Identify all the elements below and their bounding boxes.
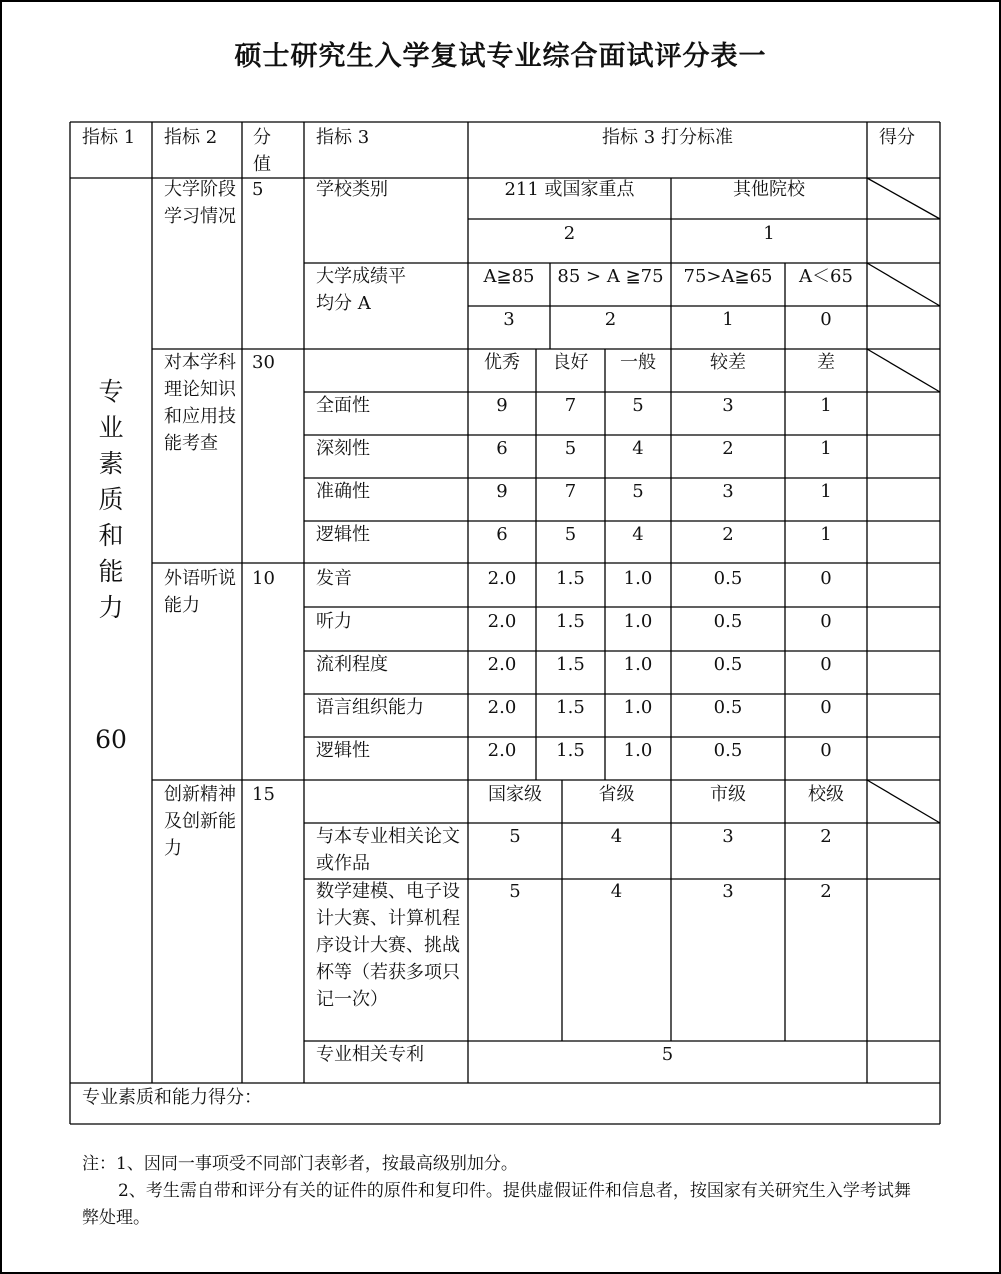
s3-cell: 0 — [820, 697, 832, 718]
s3-cell: 0 — [820, 654, 832, 675]
s3-cell: 0.5 — [713, 611, 743, 632]
s1-school-value-1: 2 — [563, 223, 576, 244]
s2-cell: 3 — [722, 481, 734, 502]
s3-cell: 1.0 — [623, 697, 653, 718]
s2-cell: 6 — [496, 524, 508, 545]
s3-cell: 1.5 — [556, 568, 585, 589]
s2-row-label: 逻辑性 — [316, 524, 370, 545]
category-name: 专业素质和能力 — [98, 377, 124, 622]
s1-gpa-value-1: 3 — [503, 309, 515, 330]
s2-cell: 5 — [564, 438, 577, 459]
s3-row-label: 流利程度 — [316, 654, 388, 675]
s3-row-label: 听力 — [316, 611, 352, 632]
s2-cell: 5 — [632, 481, 644, 502]
s1-gpa-band-2: 85 > A ≧75 — [557, 266, 664, 287]
s2-cell: 9 — [496, 481, 508, 502]
s4-cell: 3 — [722, 881, 734, 902]
s2-score: 30 — [252, 352, 275, 373]
s1-gpa-band-1: A≧85 — [483, 266, 535, 287]
s4-cell: 4 — [610, 881, 623, 902]
s3-cell: 0 — [820, 611, 832, 632]
header-standard: 指标 3 打分标准 — [602, 127, 733, 148]
s2-cell: 1 — [820, 524, 832, 545]
s2-row-label: 深刻性 — [316, 438, 370, 459]
s2-cell: 2 — [722, 524, 734, 545]
s2-level-header-5: 差 — [817, 352, 835, 373]
s4-level-header-1: 国家级 — [488, 784, 542, 805]
s2-cell: 5 — [564, 524, 577, 545]
s2-level-header-2: 良好 — [552, 352, 589, 373]
s4-row-label: 数学建模、电子设计大赛、计算机程序设计大赛、挑战杯等（若获多项只记一次） — [316, 881, 460, 1010]
s3-cell: 2.0 — [487, 697, 517, 718]
s3-name: 外语听说能力 — [164, 568, 236, 616]
s4-cell: 5 — [661, 1044, 674, 1065]
note-2: 2、考生需自带和评分有关的证件的原件和复印件。提供虚假证件和信息者，按国家有关研究生入学考试舞弊处理。 — [82, 1181, 911, 1228]
header-score: 分值 — [253, 127, 271, 175]
s3-cell: 2.0 — [487, 654, 517, 675]
s2-cell: 1 — [820, 481, 832, 502]
s2-cell: 7 — [564, 481, 577, 502]
s4-row-label: 与本专业相关论文或作品 — [316, 826, 460, 874]
s1-school-key: 211 或国家重点 — [504, 179, 635, 200]
s3-cell: 0 — [820, 568, 832, 589]
s1-score: 5 — [252, 179, 264, 200]
s1-gpa-value-2: 2 — [604, 309, 617, 330]
s1-gpa-value-3: 1 — [722, 309, 734, 330]
s4-cell: 2 — [820, 826, 832, 847]
s3-cell: 0.5 — [713, 740, 743, 761]
page-title: 硕士研究生入学复试专业综合面试评分表一 — [234, 41, 767, 72]
s1-gpa-value-4: 0 — [820, 309, 832, 330]
s2-cell: 4 — [632, 524, 644, 545]
s3-cell: 2.0 — [487, 611, 517, 632]
total-score-label: 专业素质和能力得分： — [82, 1087, 262, 1108]
note-1: 注：1、因同一事项受不同部门表彰者，按最高级别加分。 — [82, 1154, 518, 1174]
s2-row-label: 准确性 — [316, 481, 370, 502]
s2-cell: 4 — [632, 438, 644, 459]
s2-cell: 3 — [722, 395, 734, 416]
s3-row-label: 语言组织能力 — [316, 697, 424, 718]
s1-school-other: 其他院校 — [733, 179, 805, 200]
s4-cell: 4 — [610, 826, 623, 847]
s3-cell: 0 — [820, 740, 832, 761]
s1-school-label: 学校类别 — [316, 179, 388, 200]
header-indicator-2: 指标 2 — [164, 127, 218, 148]
s3-score: 10 — [252, 568, 275, 589]
s2-cell: 9 — [496, 395, 508, 416]
s3-cell: 1.0 — [623, 654, 653, 675]
s3-cell: 1.0 — [623, 740, 653, 761]
s2-level-header-1: 优秀 — [484, 352, 520, 373]
s4-level-header-3: 市级 — [710, 784, 746, 805]
s2-cell: 1 — [820, 438, 832, 459]
s4-name: 创新精神及创新能力 — [164, 784, 236, 859]
s2-level-header-3: 一般 — [620, 352, 656, 373]
s2-level-header-4: 较差 — [710, 352, 746, 373]
s4-cell: 5 — [509, 826, 521, 847]
s4-cell: 3 — [722, 826, 734, 847]
s2-row-label: 全面性 — [316, 395, 370, 416]
s4-score: 15 — [252, 784, 275, 805]
s2-cell: 2 — [722, 438, 734, 459]
s3-cell: 1.5 — [556, 654, 585, 675]
s4-level-header-4: 校级 — [808, 784, 844, 805]
s1-name: 大学阶段学习情况 — [164, 179, 236, 227]
s4-level-header-2: 省级 — [598, 784, 635, 805]
s3-cell: 1.0 — [623, 568, 653, 589]
s1-gpa-label: 大学成绩平均分 A — [316, 266, 406, 314]
s2-cell: 7 — [564, 395, 577, 416]
s1-gpa-band-3: 75>A≧65 — [683, 266, 773, 287]
s3-cell: 1.5 — [556, 740, 585, 761]
s1-gpa-band-4: A＜65 — [799, 266, 853, 287]
s3-row-label: 发音 — [316, 568, 352, 589]
s3-cell: 0.5 — [713, 654, 743, 675]
s2-cell: 1 — [820, 395, 832, 416]
header-indicator-1: 指标 1 — [82, 127, 136, 148]
s3-cell: 0.5 — [713, 568, 743, 589]
s3-cell: 1.5 — [556, 611, 585, 632]
s2-cell: 5 — [632, 395, 644, 416]
s4-cell: 2 — [820, 881, 832, 902]
s3-row-label: 逻辑性 — [316, 740, 370, 761]
s2-cell: 6 — [496, 438, 508, 459]
category-value: 60 — [95, 725, 127, 754]
header-indicator-3: 指标 3 — [316, 127, 370, 148]
s3-cell: 0.5 — [713, 697, 743, 718]
s3-cell: 1.0 — [623, 611, 653, 632]
header-got-score: 得分 — [879, 127, 915, 148]
s3-cell: 2.0 — [487, 740, 517, 761]
s2-name: 对本学科理论知识和应用技能考查 — [164, 352, 236, 454]
s4-row-label: 专业相关专利 — [316, 1044, 424, 1065]
s3-cell: 2.0 — [487, 568, 517, 589]
s4-cell: 5 — [509, 881, 521, 902]
s1-school-value-2: 1 — [763, 223, 775, 244]
s3-cell: 1.5 — [556, 697, 585, 718]
